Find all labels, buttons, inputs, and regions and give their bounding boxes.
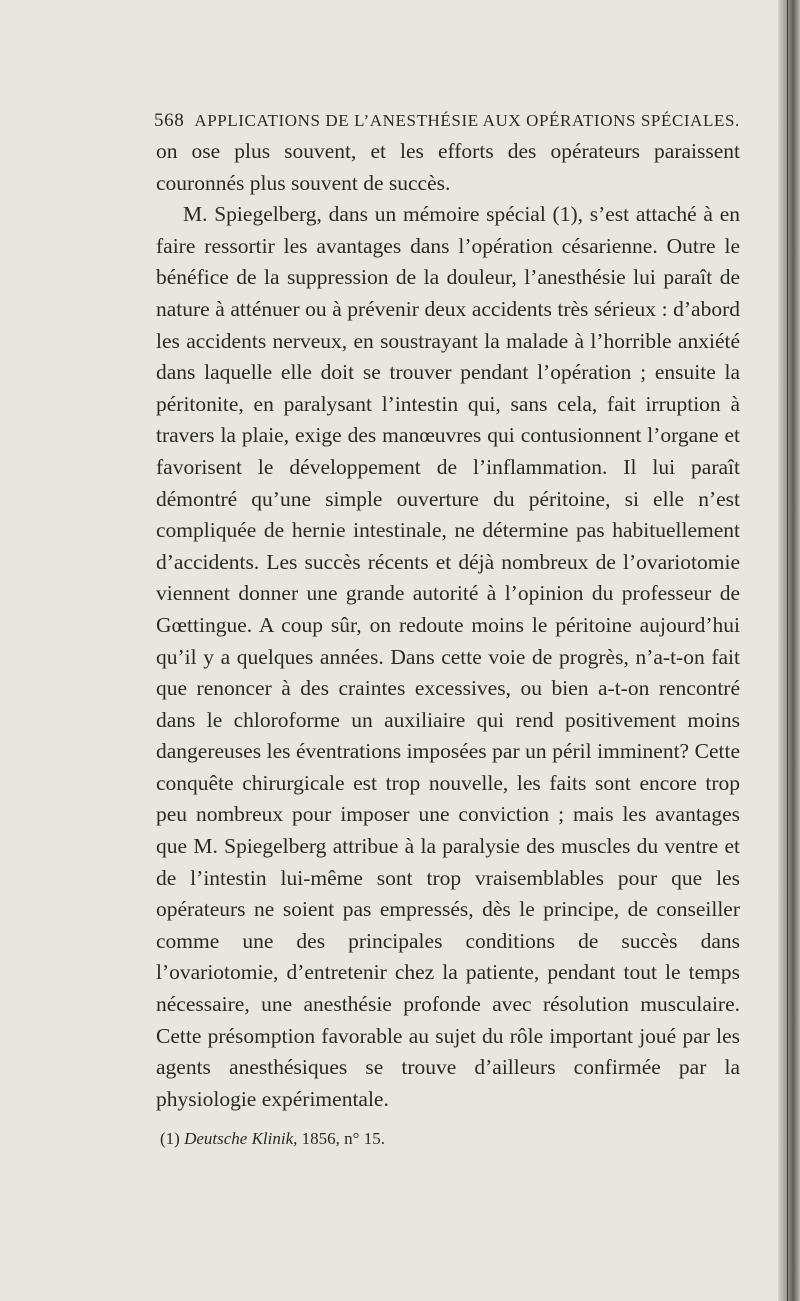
page-edge-line xyxy=(787,0,788,1301)
footnote-marker: (1) xyxy=(160,1129,180,1149)
paragraph-2: M. Spiegelberg, dans un mémoire spécial (1), s’est attaché à en faire ressortir les avantages dans l’opération césarienne. Outre le bénéfice de la suppression de la douleur, l’anesthésie lui paraît de nature à atténuer ou à prévenir deux accidents très sérieux : d’abord les accidents nerveux, en soustrayant la malade à l’horrible anxiété dans laquelle elle doit se trouver pendant l’opération ; ensuite la péritonite, en paralysant l’intestin qui, sans cela, fait irruption à travers la plaie, exige des manœuvres qui contusionnent l’organe et favorisent le développement de l’inflammation. Il lui paraît démontré qu’une simple ouverture du péritoine, si elle n’est compliquée de hernie intestinale, ne détermine pas habituellement d’accidents. Les succès récents et déjà nombreux de l’ovariotomie viennent donner une grande autorité à l’opinion du professeur de Gœttingue. A coup sûr, on redoute moins le péritoine aujourd’hui qu’il y a quelques années. Dans cette voie de progrès, n’a-t-on fait que renoncer à des craintes excessives, ou bien a-t-on rencontré dans le chloroforme un auxiliaire qui rend positivement moins dangereuses les éventrations imposées par un péril imminent? Cette conquête chirurgicale est trop nouvelle, les faits sont encore trop peu nombreux pour imposer une conviction ; mais les avantages que M. Spiegelberg attribue à la paralysie des muscles du ventre et de l’intestin lui-même sont trop vraisemblables pour que les opérateurs ne soient pas empressés, dès le principe, de conseiller comme une des principales conditions de succès dans l’ovariotomie, d’entretenir chez la patiente, pendant tout le temps nécessaire, une anesthésie profonde avec résolution musculaire. Cette présomption favorable au sujet du rôle important joué par les agents anesthésiques se trouve d’ailleurs confirmée par la physiologie expérimentale. xyxy=(156,202,740,1111)
page-text-block xyxy=(156,110,740,1149)
page-edge xyxy=(778,0,800,1301)
paragraph-1: on ose plus souvent, et les efforts des opérateurs paraissent couronnés plus souvent de succès. xyxy=(156,139,740,195)
body-text xyxy=(156,136,740,1115)
running-head xyxy=(154,110,740,132)
footnote-journal: Deutsche Klinik, xyxy=(184,1129,298,1149)
footnote-details: 1856, n° 15. xyxy=(301,1129,385,1149)
page-number: 568 xyxy=(154,110,185,131)
footnote xyxy=(160,1129,740,1149)
running-head-title: APPLICATIONS DE L’ANESTHÉSIE AUX OPÉRATIONS SPÉCIALES. xyxy=(194,111,740,130)
